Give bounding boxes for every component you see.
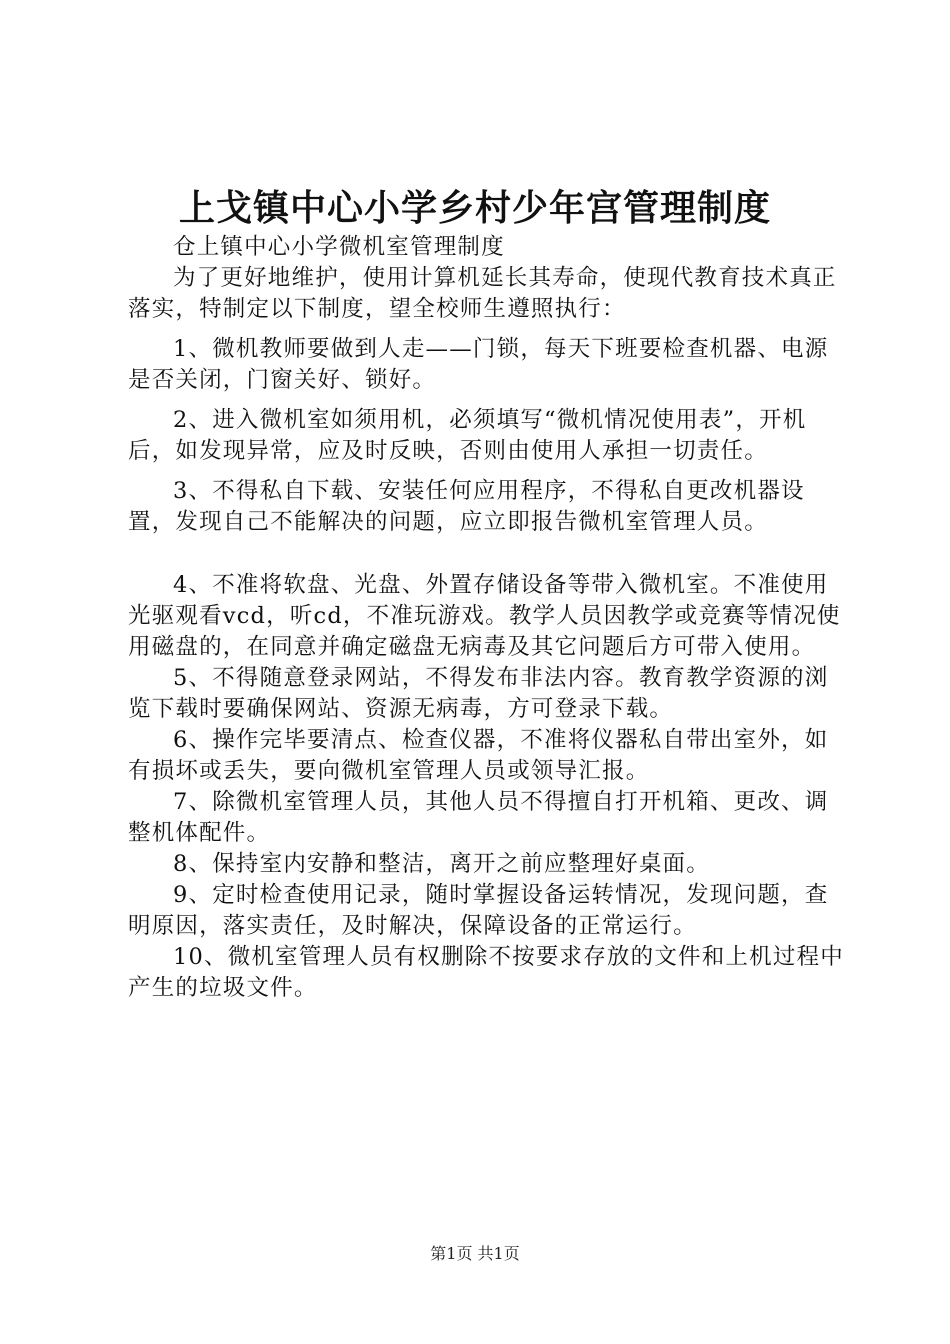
rule-item: 1、微机教师要做到人走——门锁，每天下班要检查机器、电源是否关闭，门窗关好、锁好。 — [128, 336, 829, 393]
rule-item: 8、保持室内安静和整洁，离开之前应整理好桌面。 — [173, 851, 710, 877]
rule-item: 7、除微机室管理人员，其他人员不得擅自打开机箱、更改、调整机体配件。 — [128, 789, 829, 846]
rule-item: 9、定时检查使用记录，随时掌握设备运转情况，发现问题，查明原因，落实责任，及时解决，保障设备的正常运行。 — [128, 882, 829, 939]
document-title: 上戈镇中心小学乡村少年宫管理制度 — [178, 187, 771, 229]
rule-item: 6、操作完毕要清点、检查仪器，不准将仪器私自带出室外，如有损坏或丢失，要向微机室管理人员或领导汇报。 — [128, 727, 829, 784]
document-subtitle: 仓上镇中心小学微机室管理制度 — [173, 234, 505, 260]
page-footer: 第1页 共1页 — [430, 1244, 520, 1263]
rule-item: 10、微机室管理人员有权删除不按要求存放的文件和上机过程中产生的垃圾文件。 — [128, 944, 844, 1001]
rule-item: 3、不得私自下载、安装任何应用程序，不得私自更改机器设置，发现自己不能解决的问题，应立即报告微机室管理人员。 — [128, 478, 805, 535]
intro-paragraph: 为了更好地维护，使用计算机延长其寿命，使现代教育技术真正落实，特制定以下制度，望全校师生遵照执行： — [128, 265, 837, 322]
rule-item: 5、不得随意登录网站，不得发布非法内容。教育教学资源的浏览下载时要确保网站、资源无病毒，方可登录下载。 — [128, 665, 829, 722]
rule-item: 2、进入微机室如须用机，必须填写“微机情况使用表”，开机后，如发现异常，应及时反映，否则由使用人承担一切责任。 — [128, 407, 807, 464]
rule-item: 4、不准将软盘、光盘、外置存储设备等带入微机室。不准使用光驱观看vcd，听cd，不准玩游戏。教学人员因教学或竞赛等情况使用磁盘的，在同意并确定磁盘无病毒及其它问题后方可带入使用。 — [128, 572, 841, 660]
document-body — [128, 232, 848, 1004]
